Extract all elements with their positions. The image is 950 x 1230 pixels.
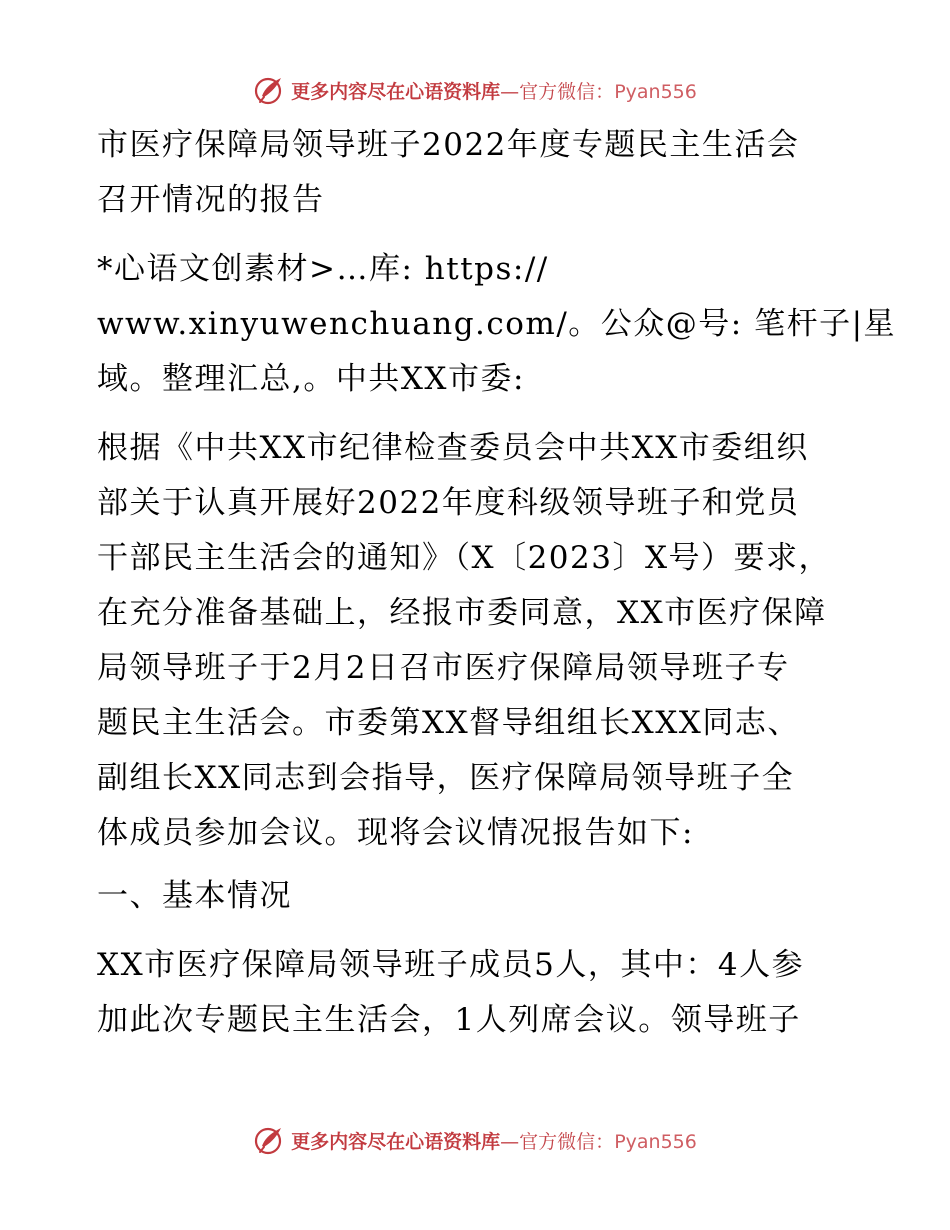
watermark-text [291, 77, 697, 104]
source-line: www.xinyuwenchuang.com/。公众@号: 笔杆子|星 [97, 306, 897, 342]
document-title [97, 118, 859, 228]
paragraph-line: 加此次专题民主生活会，1人列席会议。领导班子 [97, 1002, 801, 1038]
watermark-account: Pyan556 [614, 80, 697, 103]
header-watermark-banner [0, 70, 950, 110]
watermark-channel: 官方微信： [519, 1130, 615, 1153]
watermark-channel: 官方微信： [519, 80, 615, 103]
paragraph-line: 根据《中共XX市纪律检查委员会中共XX市委组织 [97, 430, 809, 466]
source-note [97, 242, 897, 407]
title-line: 市医疗保障局领导班子2022年度专题民主生活会 [97, 127, 800, 163]
watermark-text [291, 1127, 697, 1154]
paragraph-line: 局领导班子于2月2日召市医疗保障局领导班子专 [97, 650, 790, 686]
paragraph-intro [97, 421, 859, 861]
paragraph-line: XX市医疗保障局领导班子成员5人，其中：4人参 [97, 947, 805, 983]
footer-watermark-banner [0, 1120, 950, 1160]
source-line: 域。整理汇总,。中共XX市委: [97, 361, 525, 397]
paragraph-basic-info [97, 938, 859, 1048]
quill-logo-icon [253, 74, 285, 106]
paragraph-line: 部关于认真开展好2022年度科级领导班子和党员 [97, 485, 800, 521]
source-line: *心语文创素材>…库: https:// [97, 251, 549, 287]
watermark-account: Pyan556 [614, 1130, 697, 1153]
paragraph-line: 体成员参加会议。现将会议情况报告如下: [97, 815, 694, 851]
document-body [97, 118, 897, 1048]
section-heading: 一、基本情况 [97, 878, 292, 914]
watermark-main-text: 更多内容尽在心语资料库 [291, 1130, 501, 1153]
watermark-main-text: 更多内容尽在心语资料库 [291, 80, 501, 103]
paragraph-line: 干部民主生活会的通知》（X〔2023〕X号）要求， [97, 540, 832, 576]
paragraph-line: 副组长XX同志到会指导，医疗保障局领导班子全 [97, 760, 795, 796]
title-line: 召开情况的报告 [97, 182, 325, 218]
quill-logo-icon [253, 1124, 285, 1156]
paragraph-line: 在充分准备基础上，经报市委同意，XX市医疗保障 [97, 595, 827, 631]
watermark-separator: — [500, 1130, 520, 1153]
paragraph-line: 题民主生活会。市委第XX督导组组长XXX同志、 [97, 705, 800, 741]
watermark-separator: — [500, 80, 520, 103]
